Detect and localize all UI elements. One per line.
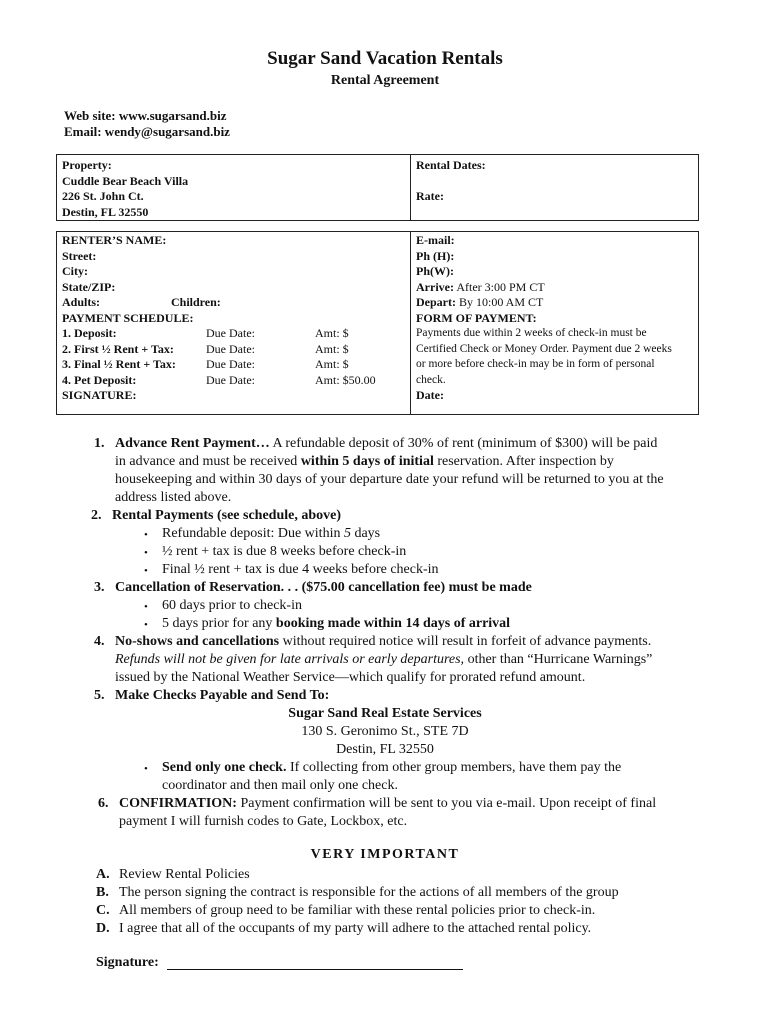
term-5-number: 5. (94, 688, 105, 703)
renter-name-label: RENTER’S NAME: (62, 233, 167, 247)
rate-label: Rate: (416, 189, 444, 203)
schedule-item: 2. First ½ Rent + Tax: (62, 341, 174, 356)
payee-address-line1: 130 S. Geronimo St., STE 7D (301, 724, 469, 739)
vi-item: I agree that all of the occupants of my party will adhere to the attached rental policy. (119, 921, 592, 936)
document-subtitle: Rental Agreement (330, 73, 440, 88)
schedule-amt: Amt: $ (315, 326, 349, 340)
term-3-b2-text: 5 days prior for any (162, 616, 276, 631)
schedule-amt: Amt: $50.00 (315, 372, 376, 387)
term-2-heading: Rental Payments (see schedule, above) (112, 508, 342, 523)
vi-item: All members of group need to be familiar with these rental policies prior to check-in. (119, 903, 596, 918)
vi-letter: B. (96, 885, 109, 900)
bullet-icon: • (144, 547, 148, 559)
schedule-row (62, 357, 410, 373)
term-4-text-a: without required notice will result in forfeit of advance payments. (279, 634, 652, 649)
bullet-icon: • (144, 601, 148, 613)
website-text: Web site: www.sugarsand.biz (64, 108, 227, 123)
term-2-number: 2. (91, 508, 102, 523)
phone-home-label: Ph (H): (416, 248, 455, 263)
term-6-text-a: Payment confirmation will be sent to you via e-mail. Upon receipt of final (236, 796, 657, 811)
term-2-bullet-1 (162, 525, 380, 543)
renter-right-cell (411, 232, 699, 415)
term-3-number: 3. (94, 580, 105, 595)
schedule-amt: Amt: $ (315, 341, 349, 356)
street-label: Street: (62, 248, 97, 263)
term-6-line1 (119, 795, 656, 813)
term-4-number: 4. (94, 634, 105, 649)
renter-box (56, 231, 699, 415)
fop-line: Certified Check or Money Order. Payment due 2 weeks (416, 342, 672, 355)
term-1-text-a: A refundable deposit of 30% of rent (minimum of $300) will be paid (269, 436, 658, 451)
schedule-due: Due Date: (206, 326, 255, 340)
schedule-row (62, 373, 410, 389)
term-1-line1 (115, 435, 657, 453)
bullet-icon: • (144, 529, 148, 541)
schedule-row (62, 342, 410, 358)
bullet-icon: • (144, 763, 148, 775)
adults-children-row (62, 295, 410, 311)
term-5-bullet-bold: Send only one check. (162, 760, 287, 775)
schedule-due: Due Date: (206, 357, 255, 371)
property-address-line2: Destin, FL 32550 (62, 204, 149, 219)
signature-line[interactable] (167, 969, 463, 970)
term-4-line3: issued by the National Weather Service—which qualify for prorated refund amount. (115, 670, 586, 685)
property-name: Cuddle Bear Beach Villa (62, 173, 189, 188)
payment-schedule-label: PAYMENT SCHEDULE: (62, 310, 194, 325)
depart-value: By 10:00 AM CT (455, 295, 544, 309)
arrive-row (416, 280, 698, 296)
term-6-line2: payment I will furnish codes to Gate, Lockbox, etc. (119, 814, 408, 829)
bullet-icon: • (144, 565, 148, 577)
property-label: Property: (62, 158, 112, 172)
date-label: Date: (416, 388, 444, 402)
property-box (56, 154, 699, 221)
document-title: Sugar Sand Vacation Rentals (267, 48, 503, 69)
vi-letter: A. (96, 867, 110, 882)
term-6-number: 6. (98, 796, 109, 811)
payee-address-line2: Destin, FL 32550 (336, 742, 434, 757)
city-label: City: (62, 264, 88, 278)
term-6-heading: CONFIRMATION: (119, 796, 237, 811)
term-3-bullet-1: 60 days prior to check-in (162, 598, 302, 613)
vi-letter: D. (96, 921, 110, 936)
children-label: Children: (171, 295, 221, 309)
payee-company: Sugar Sand Real Estate Services (288, 706, 482, 721)
term-1-text-b2: reservation. After inspection by (433, 454, 614, 469)
term-1-line4: address listed above. (115, 490, 232, 505)
adults-label: Adults: (62, 295, 101, 309)
vi-letter: C. (96, 903, 110, 918)
term-2-b1-italic: 5 (343, 526, 351, 541)
email-text: Email: wendy@sugarsand.biz (64, 124, 230, 139)
fop-line: or more before check-in may be in form of personal (416, 358, 655, 370)
schedule-amt: Amt: $ (315, 357, 349, 371)
term-1-line3: housekeeping and within 30 days of your departure date your refund will be returned to you at the (115, 472, 664, 487)
schedule-due: Due Date: (206, 341, 255, 356)
email-label: E-mail: (416, 233, 455, 247)
term-4-italic: Refunds will not be given for late arrivals or early departures, (115, 652, 465, 667)
form-of-payment-label: FORM OF PAYMENT: (416, 310, 537, 325)
term-2-bullet-2: ½ rent + tax is due 8 weeks before check-in (162, 544, 407, 559)
term-4-line1 (115, 633, 651, 651)
bullet-icon: • (144, 619, 148, 631)
state-zip-label: State/ZIP: (62, 279, 116, 294)
fop-line: Payments due within 2 weeks of check-in must be (416, 327, 647, 339)
depart-label: Depart: (416, 295, 456, 309)
term-3-b2-bold: booking made within 14 days of arrival (275, 616, 511, 631)
term-4-line2 (115, 651, 652, 669)
term-5-bullet-line2: coordinator and then mail only one check. (162, 778, 398, 793)
term-1-number: 1. (94, 436, 105, 451)
term-3-heading: Cancellation of Reservation. . . ($75.00 cancellation fee) must be made (115, 580, 532, 595)
fop-line: check. (416, 373, 446, 386)
schedule-item: 3. Final ½ Rent + Tax: (62, 357, 176, 371)
term-5-bullet-line1 (162, 759, 621, 777)
renter-left-cell (57, 232, 411, 415)
term-1-heading: Advance Rent Payment… (115, 436, 270, 451)
schedule-item: 4. Pet Deposit: (62, 372, 137, 387)
term-5-heading: Make Checks Payable and Send To: (115, 688, 330, 703)
term-3-bullet-2 (162, 615, 510, 633)
term-4-heading: No-shows and cancellations (115, 634, 280, 649)
vi-item: Review Rental Policies (119, 867, 250, 882)
arrive-label: Arrive: (416, 279, 454, 294)
rental-dates-cell (411, 155, 699, 221)
rental-dates-label: Rental Dates: (416, 158, 486, 172)
signature-label: Signature: (96, 955, 159, 970)
term-2-b1-text-b: days (350, 526, 381, 541)
term-4-text-b: other than “Hurricane Warnings” (464, 652, 653, 667)
schedule-due: Due Date: (206, 372, 255, 387)
term-5-bullet-text: If collecting from other group members, have them pay the (286, 760, 622, 775)
phone-work-label: Ph(W): (416, 264, 454, 278)
vi-item: The person signing the contract is responsible for the actions of all members of the group (119, 885, 619, 900)
property-address-line1: 226 St. John Ct. (62, 189, 144, 203)
schedule-row (62, 326, 410, 342)
signature-box-label: SIGNATURE: (62, 388, 137, 402)
property-cell (57, 155, 411, 221)
depart-row (416, 295, 698, 311)
very-important-heading: VERY IMPORTANT (310, 847, 460, 862)
term-1-line2 (115, 453, 614, 471)
arrive-value: After 3:00 PM CT (453, 279, 545, 294)
term-1-text-b-bold: within 5 days of initial (300, 454, 434, 469)
term-2-b1-text-a: Refundable deposit: Due within (162, 526, 344, 541)
schedule-item: 1. Deposit: (62, 326, 117, 340)
term-1-text-b1: in advance and must be received (115, 454, 301, 469)
term-2-bullet-3: Final ½ rent + tax is due 4 weeks before check-in (162, 562, 439, 577)
